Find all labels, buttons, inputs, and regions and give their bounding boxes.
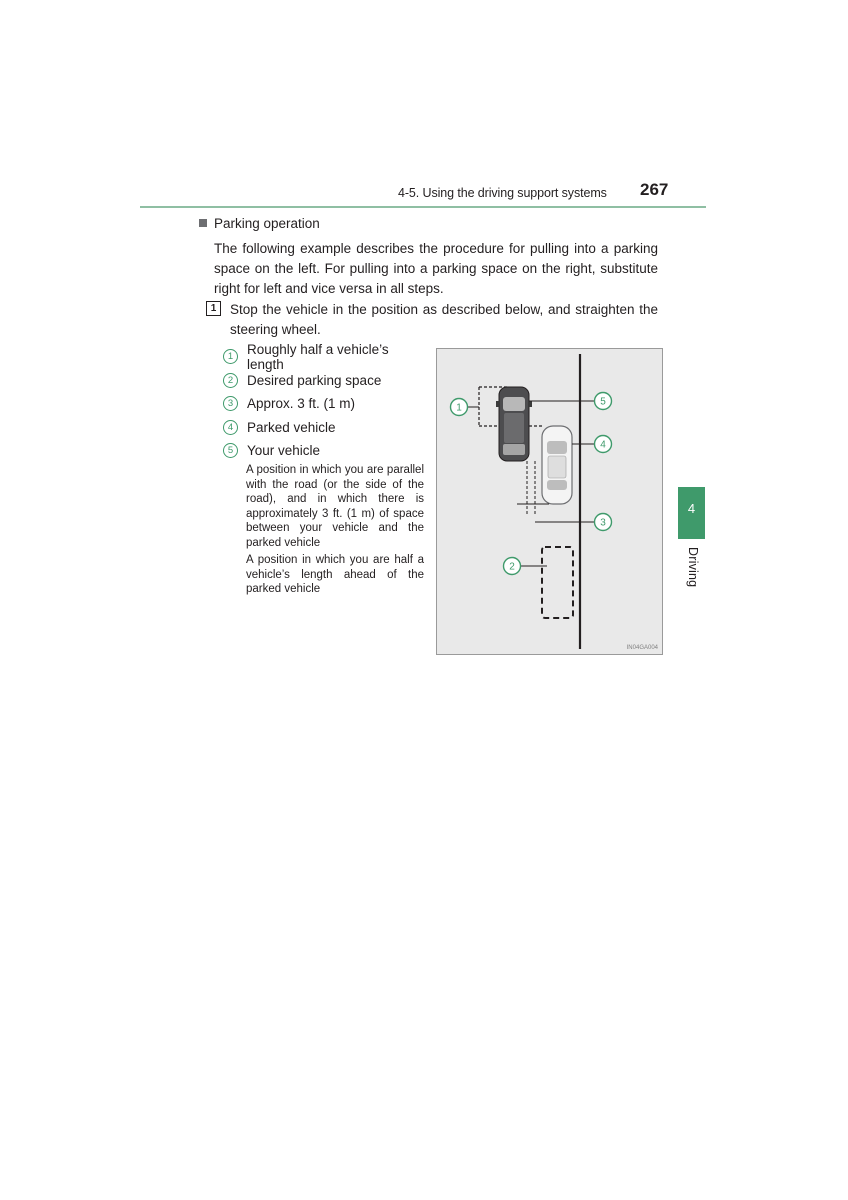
chapter-tab <box>678 487 705 539</box>
callout-4 <box>595 436 612 453</box>
figure-code: IN04GA004 <box>626 645 658 651</box>
step-text: Stop the vehicle in the position as described below, and straighten the steering wheel. <box>230 302 658 337</box>
legend-label: Parked vehicle <box>247 419 336 435</box>
legend-item <box>223 416 428 440</box>
number-circle-icon: 3 <box>223 396 238 411</box>
legend-item <box>223 439 428 463</box>
callout-label: 2 <box>509 561 515 573</box>
parking-diagram <box>436 348 663 655</box>
page-number: 267 <box>640 180 669 199</box>
parked-vehicle-icon <box>542 426 572 504</box>
callout-1 <box>451 399 468 416</box>
callout-5 <box>595 393 612 410</box>
subheading-text: Parking operation <box>214 216 320 231</box>
legend-list <box>223 341 428 463</box>
number-circle-icon: 1 <box>223 349 238 364</box>
callout-3 <box>595 514 612 531</box>
callout-2 <box>504 558 521 575</box>
note-paragraph: A position in which you are half a vehicle’s length ahead of the parked vehicle <box>246 554 424 595</box>
square-bullet-icon <box>199 219 207 227</box>
section-title: 4-5. Using the driving support systems <box>398 186 607 200</box>
number-circle-icon: 5 <box>223 443 238 458</box>
note-paragraph: A position in which you are parallel with the road (or the side of the road), and in which there is approximately 3 ft. (1 m) of space between your vehicle and the parked vehicle <box>246 464 424 549</box>
legend-label: Desired parking space <box>247 372 382 388</box>
callout-label: 3 <box>600 517 606 529</box>
step-number-badge: 1 <box>206 301 221 316</box>
legend-item <box>223 392 428 416</box>
legend-item <box>223 369 428 393</box>
callout-label: 4 <box>600 439 606 451</box>
legend-label: Roughly half a vehicle’s length <box>247 341 389 372</box>
your-vehicle-icon <box>496 387 532 461</box>
intro-paragraph: The following example describes the procedure for pulling into a parking space on the left. For pulling into a parking space on the right, substitute right for left and vice versa in all steps. <box>214 241 658 296</box>
parking-space-outline <box>542 547 573 618</box>
legend-label: Approx. 3 ft. (1 m) <box>247 396 356 412</box>
header-rule <box>140 206 706 208</box>
parking-diagram-graphic <box>437 349 664 656</box>
legend-label: Your vehicle <box>247 443 321 459</box>
number-circle-icon: 4 <box>223 420 238 435</box>
callout-label: 1 <box>456 402 462 414</box>
number-circle-icon: 2 <box>223 373 238 388</box>
callout-label: 5 <box>600 396 606 408</box>
chapter-label: Driving <box>686 547 700 588</box>
chapter-number: 4 <box>687 501 696 516</box>
subheading <box>199 216 320 231</box>
legend-item <box>223 341 428 372</box>
